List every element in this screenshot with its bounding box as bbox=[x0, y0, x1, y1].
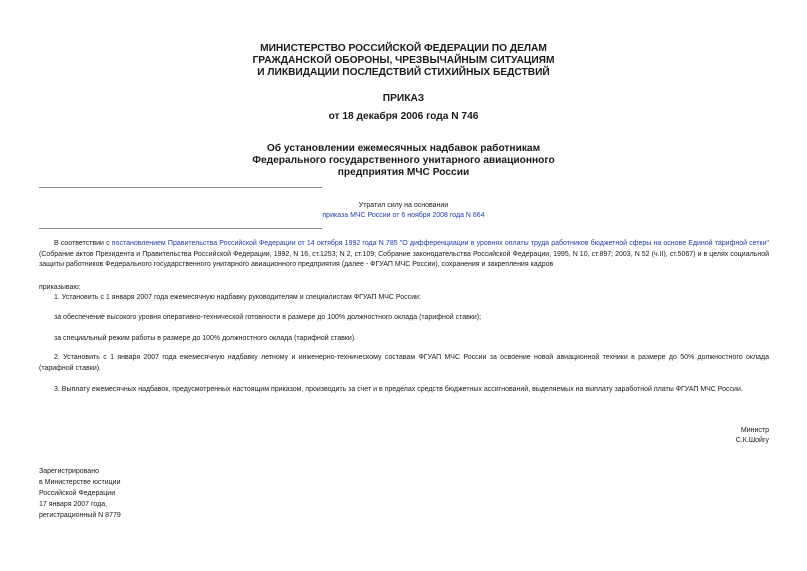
ministry-line: И ЛИКВИДАЦИИ ПОСЛЕДСТВИЙ СТИХИЙНЫХ БЕДСТВИЙ bbox=[257, 67, 550, 78]
preamble-paragraph bbox=[39, 239, 769, 271]
document-type: ПРИКАЗ bbox=[382, 93, 425, 104]
resolution-link[interactable]: постановлением Правительства Российской Федерации от 14 октября 1992 года N 785 "О дифференциации в уровнях оплаты труда работников бюджетной сферы на основе Единой тарифной сетки" bbox=[111, 240, 769, 247]
preamble-rest: (Собрание актов Президента и Правительства Российской Федерации, 1992, N 16, ст.1253; N 2, ст.109; Собрание законодательства Российской Федерации, 1995, N 10, ст.897; 2003, N 52 (ч.II), ст.5067) и в целях социальной защиты работников Федерального государственного унитарного авиационного предприятия (далее - ФГУАП МЧС России), сохранения и закрепления кадров bbox=[39, 250, 769, 268]
registration-block bbox=[39, 466, 121, 521]
signatory-title: Министр bbox=[740, 427, 769, 434]
ministry-name bbox=[0, 43, 807, 79]
subject-line: Федерального государственного унитарного авиационного bbox=[252, 155, 555, 166]
signatory-name: С.К.Шойгу bbox=[735, 437, 769, 444]
divider-bottom bbox=[39, 228, 322, 229]
order-item-1-b: за специальный режим работы в размере до 100% должностного оклада (тарифной ставки). bbox=[54, 335, 357, 342]
lost-force-link-line bbox=[0, 211, 807, 221]
lost-force-link[interactable]: приказа МЧС России от 6 ноября 2008 года N 664 bbox=[322, 212, 485, 219]
order-item-3: 3. Выплату ежемесячных надбавок, предусмотренных настоящим приказом, производить за счет и в пределах средств бюджетных ассигнований, выделяемых на выплату заработной платы ФГУАП МЧС России. bbox=[54, 386, 743, 393]
ministry-line: ГРАЖДАНСКОЙ ОБОРОНЫ, ЧРЕЗВЫЧАЙНЫМ СИТУАЦИЯМ bbox=[252, 55, 555, 66]
subject-line: Об установлении ежемесячных надбавок работникам bbox=[266, 143, 541, 154]
ministry-line: МИНИСТЕРСТВО РОССИЙСКОЙ ФЕДЕРАЦИИ ПО ДЕЛАМ bbox=[260, 43, 547, 54]
divider-top bbox=[39, 187, 322, 188]
order-item-1: 1. Установить с 1 января 2007 года ежемесячную надбавку руководителям и специалистам ФГУАП МЧС России: bbox=[54, 294, 421, 301]
registration-line: Зарегистрировано bbox=[39, 468, 99, 475]
document-subject bbox=[0, 143, 807, 179]
order-item-1-a: за обеспечение высокого уровня оперативно-технической готовности в размере до 100% должностного оклада (тарифной ставки); bbox=[54, 314, 482, 321]
registration-line: Российской Федерации bbox=[39, 490, 116, 497]
order-item-2: 2. Установить с 1 января 2007 года ежемесячную надбавку летному и инженерно-техническому составам ФГУАП МЧС России за освоение новой авиационной техники в размере до 50% должностного оклада (тарифной ставки). bbox=[39, 354, 769, 372]
registration-line: регистрационный N 8779 bbox=[39, 512, 121, 519]
subject-line: предприятия МЧС России bbox=[337, 167, 470, 178]
document-date-number: от 18 декабря 2006 года N 746 bbox=[328, 111, 479, 122]
lost-force-note: Утратил силу на основании bbox=[358, 202, 449, 209]
preamble-lead: В соответствии с bbox=[54, 240, 112, 247]
registration-line: в Министерстве юстиции bbox=[39, 479, 121, 486]
registration-line: 17 января 2007 года, bbox=[39, 501, 108, 508]
order-word: приказываю: bbox=[39, 284, 81, 291]
